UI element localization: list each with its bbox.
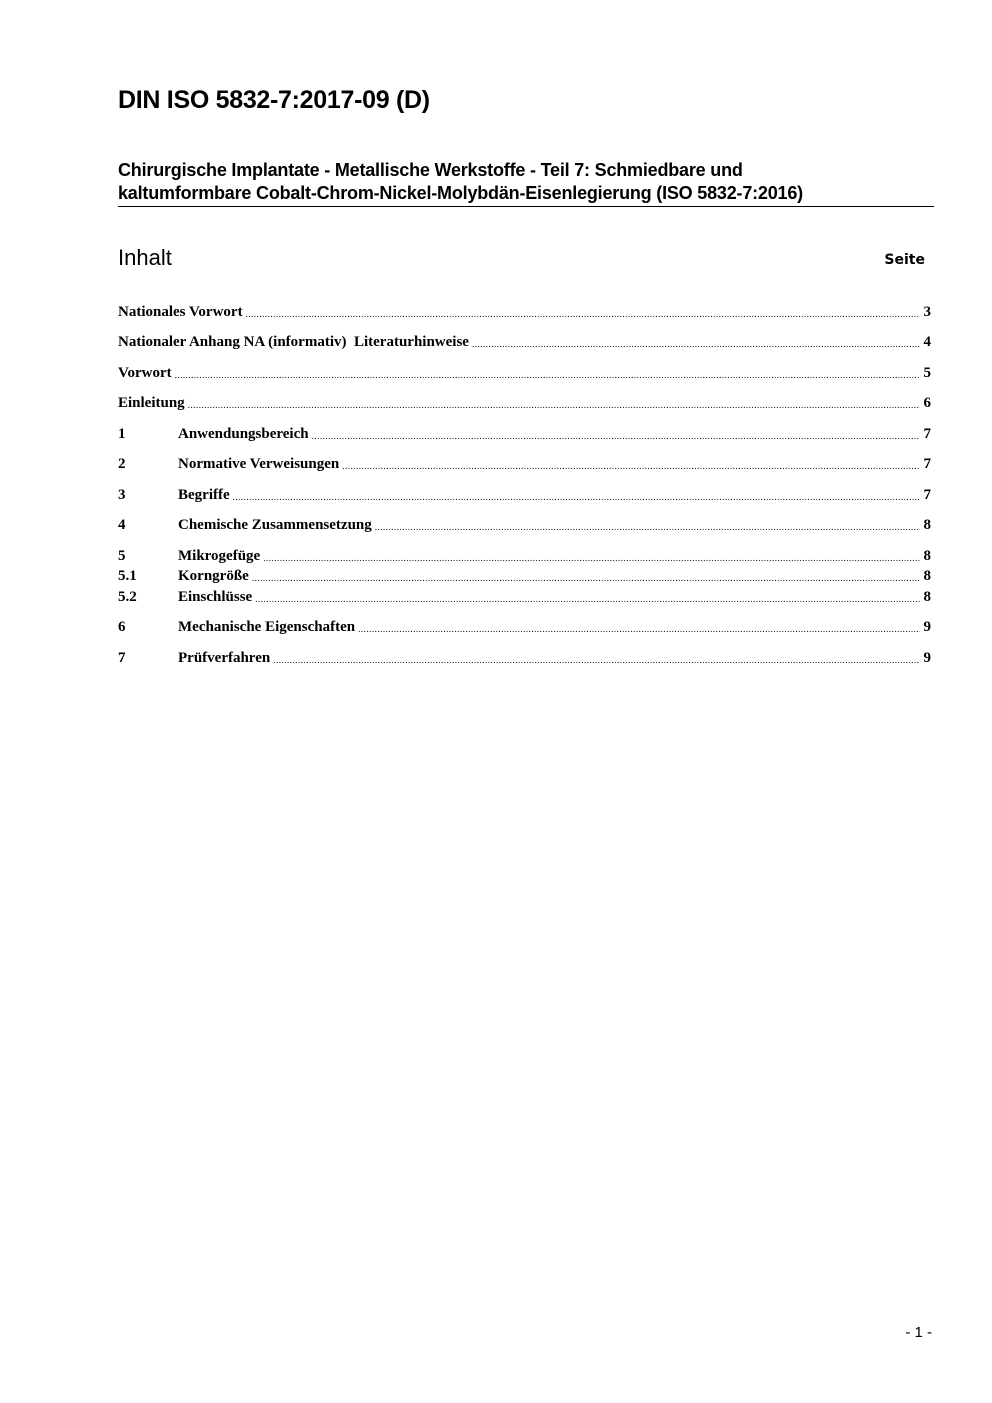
toc-entry-page: 8 <box>923 568 931 584</box>
toc-entry-title: Anwendungsbereich <box>178 426 309 442</box>
toc-entry-title: Normative Verweisungen <box>178 456 340 472</box>
toc-entry-title: Mikrogefüge <box>178 548 261 564</box>
document-title: DIN ISO 5832-7:2017-09 (D) <box>118 86 430 114</box>
toc-entry-number: 6 <box>118 619 126 635</box>
page-number: - 1 - <box>905 1324 932 1341</box>
toc-entry-page: 7 <box>923 426 931 442</box>
toc-entry-number: 5.2 <box>118 589 137 605</box>
toc-entry-nationaler-anhang[interactable] <box>118 333 931 351</box>
toc-entry-title: Mechanische Eigenschaften <box>178 619 356 635</box>
toc-entry-mikrogefuege[interactable] <box>118 547 931 565</box>
toc-dot-leader <box>358 622 920 636</box>
toc-dot-leader <box>175 368 920 382</box>
toc-entry-page: 9 <box>923 619 931 635</box>
toc-heading: Inhalt <box>118 245 172 270</box>
toc-entry-number: 5 <box>118 548 126 564</box>
toc-entry-page: 7 <box>923 487 931 503</box>
toc-entry-number: 3 <box>118 487 126 503</box>
subtitle-line-2: kaltumformbare Cobalt-Chrom-Nickel-Molybdän-Eisenlegierung (ISO 5832-7:2016) <box>118 183 803 203</box>
toc-entry-einschluesse[interactable] <box>118 588 931 606</box>
toc-entry-pruefverfahren[interactable] <box>118 649 931 667</box>
toc-dot-leader <box>375 520 920 534</box>
toc-entry-title: Nationaler Anhang NA (informativ) Literaturhinweise <box>118 334 469 350</box>
toc-entry-nationales-vorwort[interactable] <box>118 303 931 321</box>
toc-entry-title: Einschlüsse <box>178 589 253 605</box>
toc-entry-vorwort[interactable] <box>118 364 931 382</box>
toc-entry-mechanische-eigenschaften[interactable] <box>118 618 931 636</box>
toc-entry-begriffe[interactable] <box>118 486 931 504</box>
toc-entry-title: Einleitung <box>118 395 185 411</box>
toc-entry-page: 8 <box>923 589 931 605</box>
toc-entry-page: 6 <box>923 395 931 411</box>
toc-entry-number: 7 <box>118 650 126 666</box>
toc-entry-title: Chemische Zusammensetzung <box>178 517 372 533</box>
toc-entry-number: 4 <box>118 517 126 533</box>
toc-entry-number: 5.1 <box>118 568 137 584</box>
toc-entry-anwendungsbereich[interactable] <box>118 425 931 443</box>
toc-entry-page: 5 <box>923 365 931 381</box>
toc-dot-leader <box>312 429 920 443</box>
toc-entry-korngroesse[interactable] <box>118 567 931 585</box>
toc-entry-number: 1 <box>118 426 126 442</box>
toc-entry-page: 7 <box>923 456 931 472</box>
toc-entry-chemische-zusammensetzung[interactable] <box>118 516 931 534</box>
toc-dot-leader <box>252 571 920 585</box>
toc-entry-page: 8 <box>923 548 931 564</box>
table-of-contents <box>118 0 931 700</box>
toc-page-label: Seite <box>884 252 925 268</box>
toc-dot-leader <box>263 551 920 565</box>
toc-entry-einleitung[interactable] <box>118 394 931 412</box>
toc-dot-leader <box>273 653 920 667</box>
toc-dot-leader <box>233 490 920 504</box>
toc-dot-leader <box>342 459 920 473</box>
toc-entry-number: 2 <box>118 456 126 472</box>
toc-entry-normative-verweisungen[interactable] <box>118 455 931 473</box>
toc-entry-title: Prüfverfahren <box>178 650 271 666</box>
toc-entry-title: Korngröße <box>178 568 249 584</box>
subtitle-line-1: Chirurgische Implantate - Metallische Werkstoffe - Teil 7: Schmiedbare und <box>118 160 743 180</box>
toc-entry-title: Nationales Vorwort <box>118 304 243 320</box>
toc-entry-page: 9 <box>923 650 931 666</box>
toc-dot-leader <box>246 307 920 321</box>
toc-dot-leader <box>188 398 920 412</box>
toc-entry-page: 3 <box>923 304 931 320</box>
toc-entry-page: 8 <box>923 517 931 533</box>
toc-dot-leader <box>472 337 920 351</box>
toc-entry-page: 4 <box>923 334 931 350</box>
toc-entry-title: Begriffe <box>178 487 230 503</box>
toc-dot-leader <box>255 592 920 606</box>
toc-entry-title: Vorwort <box>118 365 172 381</box>
